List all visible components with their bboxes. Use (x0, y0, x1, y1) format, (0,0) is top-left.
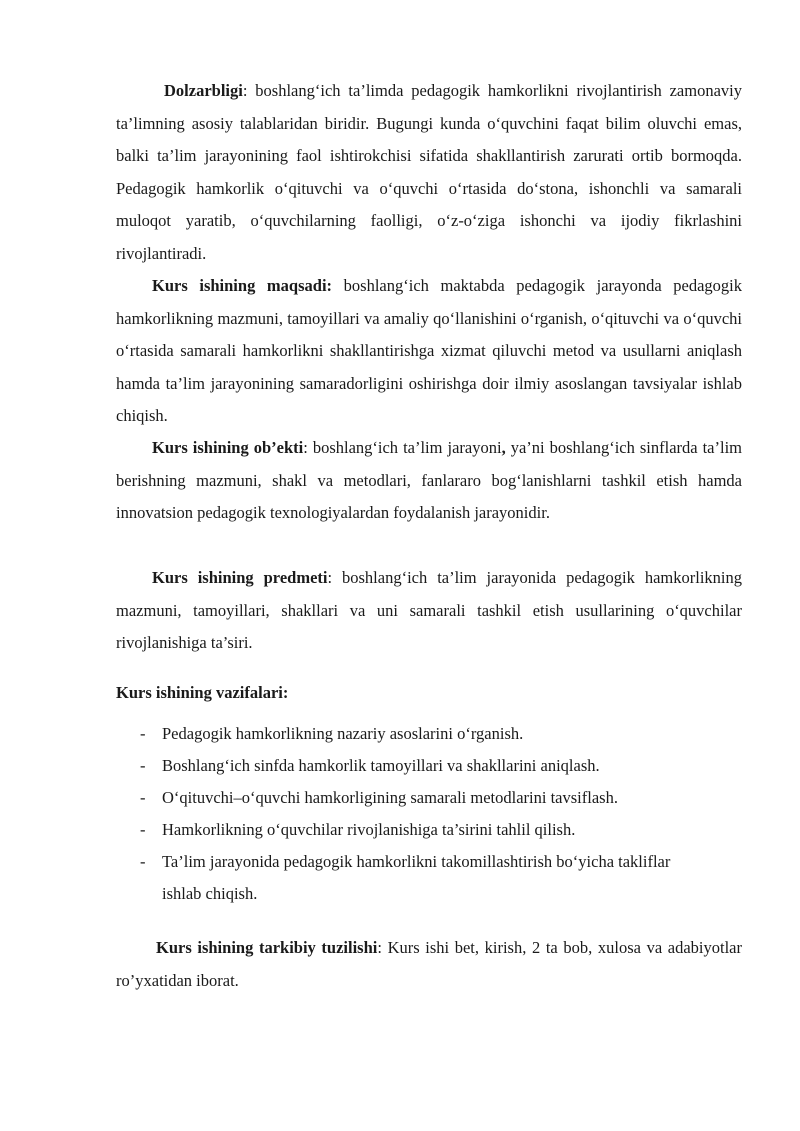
dolzarbligi-paragraph (116, 75, 742, 270)
list-item (116, 814, 742, 846)
predmeti-label: Kurs ishining predmeti (152, 568, 328, 587)
list-item (116, 718, 742, 750)
predmeti-text: : boshlang‘ich ta’lim jarayonida pedagogik hamkorlikning mazmuni, tamoyillari, shakllari va uni samarali tashkil etish usullarining o‘quvchilar rivojlanishiga ta’siri. (116, 568, 742, 652)
obekti-text-b: ya’ni boshlang‘ich sinflarda ta’lim berishning mazmuni, shakl va metodlari, fanlararo bog‘lanishlarni tashkil etish hamda innovatsion pedagogik texnologiyalardan foydalanish jarayonidir. (116, 438, 743, 522)
obekti-comma: , (501, 438, 506, 457)
tuzilishi-label: Kurs ishining tarkibiy tuzilishi (156, 938, 378, 957)
tuzilishi-text: : Kurs ishi bet, kirish, 2 ta bob, xulosa va adabiyotlar ro’yxatidan iborat. (116, 938, 742, 990)
vazifalari-heading: Kurs ishining vazifalari: (116, 683, 289, 702)
list-item-text: Ta’lim jarayonida pedagogik hamkorlikni takomillashtirish bo‘yicha takliflar ishlab chiqish. (162, 852, 671, 903)
list-bullet: - (140, 788, 146, 807)
list-bullet: - (140, 820, 146, 839)
list-bullet: - (140, 756, 146, 775)
vazifalari-list (116, 718, 742, 910)
predmeti-paragraph (116, 562, 742, 660)
list-item-text: Boshlang‘ich sinfda hamkorlik tamoyillari va shakllarini aniqlash. (162, 756, 600, 775)
list-item-text: Hamkorlikning o‘quvchilar rivojlanishiga ta’sirini tahlil qilish. (162, 820, 576, 839)
obekti-text-a: : boshlang‘ich ta’lim jarayoni (303, 438, 502, 457)
list-item (116, 750, 742, 782)
maqsadi-paragraph (116, 270, 742, 433)
maqsadi-text: boshlang‘ich maktabda pedagogik jarayonda pedagogik hamkorlikning mazmuni, tamoyillari va amaliy qo‘llanishini o‘rganish, o‘qituvchi va o‘quvchi o‘rtasida samarali hamkorlikni shakllantirishga xizmat qiluvchi metod va usullarni aniqlash hamda ta’lim jarayonining samaradorligini oshirishga doir ilmiy asoslangan tavsiyalar ishlab chiqish. (116, 276, 742, 425)
obekti-label: Kurs ishining ob’ekti (152, 438, 304, 457)
list-item (116, 846, 742, 910)
dolzarbligi-text: : boshlang‘ich ta’limda pedagogik hamkorlikni rivojlantirish zamonaviy ta’limning asosiy talablaridan biridir. Bugungi kunda o‘quvchini faqat bilim oluvchi emas, balki ta’lim jarayonining faol ishtirokchisi sifatida shakllantirish zarurati ortib bormoqda. Pedagogik hamkorlik o‘qituvchi va o‘quvchi o‘rtasida do‘stona, ishonchli va samarali muloqot yaratib, o‘quvchilarning faolligi, o‘z-o‘ziga ishonchi va ijodiy fikrlashini rivojlantiradi. (116, 81, 742, 263)
list-bullet: - (140, 852, 146, 871)
tuzilishi-paragraph (116, 932, 742, 997)
dolzarbligi-label: Dolzarbligi (164, 81, 243, 100)
list-item-text: O‘qituvchi–o‘quvchi hamkorligining samarali metodlarini tavsiflash. (162, 788, 618, 807)
obekti-paragraph (116, 432, 742, 530)
list-bullet: - (140, 724, 146, 743)
list-item (116, 782, 742, 814)
list-item-text: Pedagogik hamkorlikning nazariy asoslarini o‘rganish. (162, 724, 524, 743)
maqsadi-label: Kurs ishining maqsadi: (152, 276, 333, 295)
